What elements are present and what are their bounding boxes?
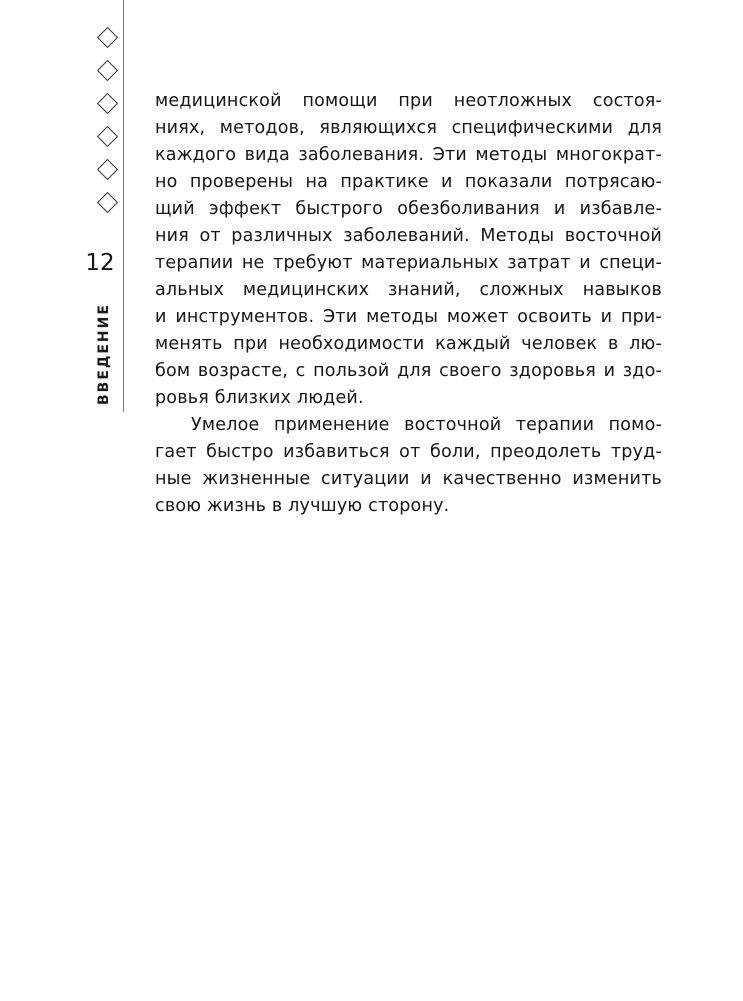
- margin-rule: [123, 0, 124, 412]
- diamond-icon: [96, 126, 117, 147]
- text-line: ровья близких людей.: [155, 388, 364, 408]
- diamond-icon: [96, 93, 117, 114]
- diamond-icon: [96, 27, 117, 48]
- text-line: каждого вида заболевания. Эти методы многократ-: [155, 145, 662, 165]
- section-label: ВВЕДЕНИЕ: [96, 299, 120, 409]
- text-line: гает быстро избавиться от боли, преодолеть труд-: [155, 442, 662, 462]
- text-line: Умелое применение восточной терапии помо-: [191, 415, 662, 435]
- body-text-block: [155, 88, 662, 520]
- text-line: менять при необходимости каждый человек в лю-: [155, 334, 662, 354]
- paragraph: [155, 412, 662, 520]
- text-line: щий эффект быстрого обезболивания и избавле-: [155, 199, 662, 219]
- paragraph: [155, 88, 662, 412]
- text-line: и инструментов. Эти методы может освоить и при-: [155, 307, 662, 327]
- text-line: но проверены на практике и показали потрясаю-: [155, 172, 662, 192]
- text-line: медицинской помощи при неотложных состоя-: [155, 91, 662, 111]
- text-line: ниях, методов, являющихся специфическими для: [155, 118, 662, 138]
- text-line: терапии не требуют материальных затрат и специ-: [155, 253, 662, 273]
- diamond-icon: [96, 60, 117, 81]
- page-number: 12: [85, 250, 115, 276]
- text-line: ния от различных заболеваний. Методы восточной: [155, 226, 662, 246]
- text-line: свою жизнь в лучшую сторону.: [155, 496, 450, 516]
- diamond-icon: [96, 159, 117, 180]
- diamond-icon: [96, 192, 117, 213]
- diamond-ornaments: [99, 30, 115, 228]
- text-line: бом возрасте, с пользой для своего здоровья и здо-: [155, 361, 662, 381]
- text-line: ные жизненные ситуации и качественно изменить: [155, 469, 662, 489]
- text-line: альных медицинских знаний, сложных навыков: [155, 280, 662, 300]
